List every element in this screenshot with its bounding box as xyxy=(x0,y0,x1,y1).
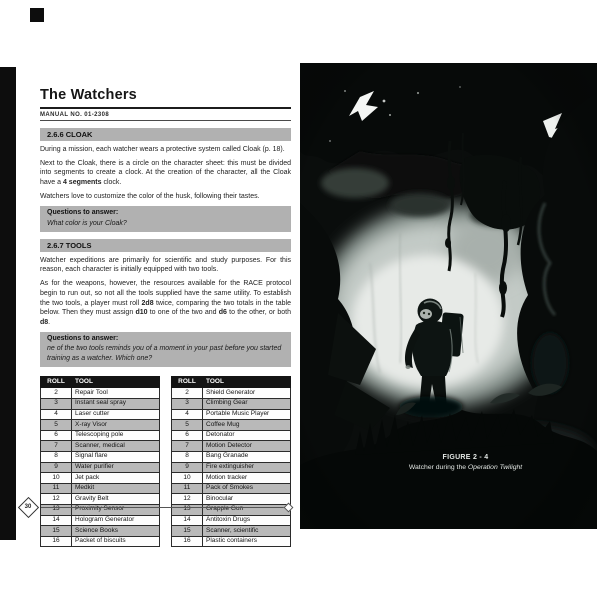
question-text: What color is your Cloak? xyxy=(47,219,127,227)
title-rule xyxy=(40,107,291,109)
roll-cell: 7 xyxy=(41,441,72,452)
caption-italic: Operation Twilight xyxy=(467,463,523,471)
question-text: ne of the two tools reminds you of a moment in your past before you started training as a watcher. Which one? xyxy=(47,345,282,362)
text-run: . xyxy=(48,318,51,326)
tool-cell: Medkit xyxy=(72,483,160,494)
table-row xyxy=(41,441,160,452)
table-row xyxy=(41,462,160,473)
table-row xyxy=(41,409,160,420)
questions-box xyxy=(40,332,291,367)
table-header-cell: TOOL xyxy=(72,376,160,388)
table-row xyxy=(172,462,291,473)
table-row xyxy=(41,473,160,484)
tool-cell: Gravity Belt xyxy=(72,494,160,505)
roll-cell: 15 xyxy=(172,526,203,537)
tool-cell: Motion tracker xyxy=(203,473,291,484)
roll-cell: 12 xyxy=(172,494,203,505)
page-number: 30 xyxy=(24,504,32,510)
roll-cell: 6 xyxy=(41,430,72,441)
table-row xyxy=(172,399,291,410)
tool-cell: Proximity Sensor xyxy=(72,504,160,515)
tool-cell: Plastic containers xyxy=(203,536,291,547)
tool-cell: Shield Generator xyxy=(203,388,291,399)
manual-number: MANUAL NO. 01-2308 xyxy=(40,111,291,121)
roll-cell: 14 xyxy=(41,515,72,526)
tool-cell: Bang Granade xyxy=(203,452,291,463)
roll-cell: 7 xyxy=(172,441,203,452)
figure-label: FIGURE 2 - 4 xyxy=(442,454,489,461)
roll-cell: 8 xyxy=(41,452,72,463)
roll-cell: 16 xyxy=(172,536,203,547)
tool-cell: Detonator xyxy=(203,430,291,441)
tool-cell: X-ray Visor xyxy=(72,420,160,431)
roll-cell: 9 xyxy=(41,462,72,473)
table-header-row xyxy=(172,376,291,388)
table-row xyxy=(41,494,160,505)
table-header-row xyxy=(41,376,160,388)
table-row xyxy=(41,515,160,526)
table-row xyxy=(172,409,291,420)
table-row xyxy=(172,388,291,399)
table-header-cell: ROLL xyxy=(172,376,203,388)
roll-cell: 5 xyxy=(41,420,72,431)
tool-cell: Scanner, medical xyxy=(72,441,160,452)
tool-cell: Laser cutter xyxy=(72,409,160,420)
roll-cell: 2 xyxy=(41,388,72,399)
questions-label: Questions to answer: xyxy=(47,334,119,342)
text-run-bold: d8 xyxy=(40,318,49,326)
roll-cell: 9 xyxy=(172,462,203,473)
figure-caption xyxy=(334,464,597,471)
tool-cell: Water purifier xyxy=(72,462,160,473)
tool-cell: Scanner, scientific xyxy=(203,526,291,537)
section-heading-tools: 2.6.7 TOOLS xyxy=(40,239,291,252)
illustration-page xyxy=(300,63,597,529)
roll-cell: 8 xyxy=(172,452,203,463)
table-row xyxy=(41,536,160,547)
table-row xyxy=(172,420,291,431)
roll-cell: 11 xyxy=(41,483,72,494)
table-row xyxy=(172,441,291,452)
tool-cell: Repair Tool xyxy=(72,388,160,399)
roll-cell: 4 xyxy=(41,409,72,420)
tool-cell: Jet pack xyxy=(72,473,160,484)
tool-cell: Pack of Smokes xyxy=(203,483,291,494)
tool-cell: Grapple Gun xyxy=(203,504,291,515)
tool-cell: Climbing Gear xyxy=(203,399,291,410)
roll-cell: 14 xyxy=(172,515,203,526)
paragraph: During a mission, each watcher wears a protective system called Cloak (p. 18). xyxy=(40,145,285,153)
tool-cell: Hologram Generator xyxy=(72,515,160,526)
roll-cell: 16 xyxy=(41,536,72,547)
table-row xyxy=(172,536,291,547)
tool-cell: Telescoping pole xyxy=(72,430,160,441)
roll-cell: 10 xyxy=(41,473,72,484)
paragraph: Watcher expeditions are primarily for scientific and study purposes. For this reason, each character is initially equipped with two tools. xyxy=(40,256,291,274)
table-header-cell: TOOL xyxy=(203,376,291,388)
tool-cell: Fire extinguisher xyxy=(203,462,291,473)
text-run-bold: 2d8 xyxy=(141,299,154,307)
table-row xyxy=(172,473,291,484)
text-run: clock. xyxy=(101,178,122,186)
text-run: As for the weapons, however, the resources available for the RACE protocol begin to run out, so not all the tools supplied have the same utility. To establish the two tools, a player must roll xyxy=(40,280,291,307)
table-row xyxy=(41,388,160,399)
paragraph xyxy=(40,279,291,327)
tool-cell: Science Books xyxy=(72,526,160,537)
table-header-cell: ROLL xyxy=(41,376,72,388)
tool-cell: Coffee Mug xyxy=(203,420,291,431)
tool-tables xyxy=(40,376,291,547)
table-row xyxy=(41,452,160,463)
corner-square-mark xyxy=(30,8,44,22)
table-row xyxy=(172,430,291,441)
table-row xyxy=(172,526,291,537)
text-run: to one of the two and xyxy=(147,309,219,317)
text-run-bold: d6 xyxy=(218,309,227,317)
table-row xyxy=(41,420,160,431)
roll-tool-table-right xyxy=(171,376,291,547)
tool-cell: Portable Music Player xyxy=(203,409,291,420)
page-title: The Watchers xyxy=(40,87,137,103)
roll-cell: 4 xyxy=(172,409,203,420)
paragraph: Watchers love to customize the color of the husk, following their tastes. xyxy=(40,193,260,200)
text-run-bold: 4 segments xyxy=(62,178,102,186)
text-run-bold: d10 xyxy=(135,309,148,317)
questions-label: Questions to answer: xyxy=(47,209,119,217)
table-row xyxy=(41,399,160,410)
table-row xyxy=(41,483,160,494)
page-number-diamond xyxy=(19,498,37,516)
text-run: twice, comparing the two totals in the table below. Then they must assign xyxy=(40,299,291,317)
text-run: Next to the Cloak, there is a circle on the character sheet: this must be divided into segments to create a clock. At the creation of the character, all the Cloak have a xyxy=(40,159,291,186)
table-row xyxy=(41,526,160,537)
tool-cell: Packet of biscuits xyxy=(72,536,160,547)
section-heading-cloak: 2.6.6 CLOAK xyxy=(40,128,291,141)
tool-cell: Motion Detector xyxy=(203,441,291,452)
black-sidebar xyxy=(0,67,16,540)
roll-cell: 15 xyxy=(41,526,72,537)
table-row xyxy=(172,494,291,505)
roll-cell: 5 xyxy=(172,420,203,431)
paragraph xyxy=(40,159,291,188)
left-page xyxy=(40,88,291,547)
roll-cell: 3 xyxy=(41,399,72,410)
table-row xyxy=(172,452,291,463)
tool-cell: Antitoxin Drugs xyxy=(203,515,291,526)
roll-cell: 11 xyxy=(172,483,203,494)
table-row xyxy=(172,515,291,526)
roll-tool-table-left xyxy=(40,376,160,547)
text-run: to the other, or both xyxy=(226,309,291,317)
caption-prefix: Watcher during the xyxy=(408,463,468,471)
roll-cell: 13 xyxy=(41,504,72,515)
roll-cell: 12 xyxy=(41,494,72,505)
roll-cell: 3 xyxy=(172,399,203,410)
footer-rule xyxy=(41,507,287,508)
roll-cell: 10 xyxy=(172,473,203,484)
roll-cell: 2 xyxy=(172,388,203,399)
questions-box xyxy=(40,206,291,232)
tool-cell: Signal flare xyxy=(72,452,160,463)
table-row xyxy=(172,483,291,494)
table-row xyxy=(41,430,160,441)
tool-cell: Binocular xyxy=(203,494,291,505)
tool-cell: Instant seal spray xyxy=(72,399,160,410)
roll-cell: 13 xyxy=(172,504,203,515)
figure-caption-block xyxy=(300,454,597,471)
roll-cell: 6 xyxy=(172,430,203,441)
